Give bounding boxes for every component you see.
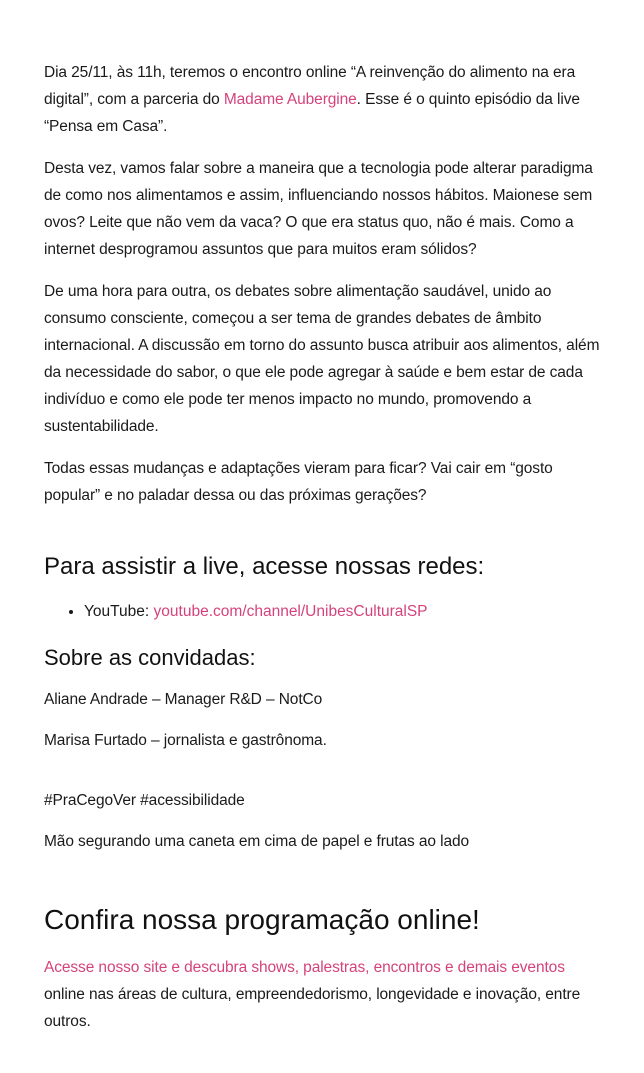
debate-paragraph: De uma hora para outra, os debates sobre alimentação saudável, unido ao consumo consciente, começou a ser tema de grandes debates de âmbito internacional. A discussão em torno do assunto busca atribuir aos alimentos, além da necessidade do sabor, o que ele pode agregar à saúde e bem estar de cada indivíduo e como ele pode ter menos impacto no mundo, promovendo a sustentabilidade. (44, 283, 600, 435)
accessibility-hashtags: #PraCegoVer #acessibilidade (44, 792, 245, 809)
youtube-label: YouTube: (84, 603, 154, 620)
intro-paragraph (44, 59, 604, 140)
technology-paragraph: Desta vez, vamos falar sobre a maneira que a tecnologia pode alterar paradigma de como nos alimentamos e assim, influenciando nossos hábitos. Maionese sem ovos? Leite que não vem da vaca? O que era status quo, não é mais. Como a internet desprogramou assuntos que para muitos eram sólidos? (44, 160, 593, 258)
guest-aliane: Aliane Andrade – Manager R&D – NotCo (44, 691, 323, 708)
changes-paragraph: Todas essas mudanças e adaptações vieram para ficar? Vai cair em “gosto popular” e no paladar dessa ou das próximas gerações? (44, 460, 553, 504)
guest-marisa: Marisa Furtado – jornalista e gastrônoma. (44, 732, 327, 749)
program-text-after: online nas áreas de cultura, empreendedorismo, longevidade e inovação, entre outros. (44, 986, 581, 1030)
intro-text-before: Dia 25/11, às 11h, teremos o encontro online “A reinvenção do alimento na era digital”, com a parceria do (44, 64, 576, 108)
image-description: Mão segurando uma caneta em cima de papel e frutas ao lado (44, 833, 470, 850)
program-site-link[interactable]: Acesse nosso site e descubra shows, palestras, encontros e demais eventos (44, 959, 565, 976)
program-paragraph (44, 954, 604, 1035)
guests-heading: Sobre as convidadas: (44, 645, 256, 670)
program-heading: Confira nossa programação online! (44, 904, 480, 935)
list-item-youtube (84, 598, 604, 625)
intro-text-after: . Esse é o quinto episódio da live “Pensa em Casa”. (44, 91, 580, 135)
article-content (44, 59, 604, 1035)
madame-aubergine-link[interactable]: Madame Aubergine (223, 91, 357, 108)
watch-live-heading: Para assistir a live, acesse nossas redes: (44, 553, 485, 580)
social-links-list (44, 598, 604, 625)
youtube-channel-link[interactable]: youtube.com/channel/UnibesCulturalSP (153, 603, 428, 620)
